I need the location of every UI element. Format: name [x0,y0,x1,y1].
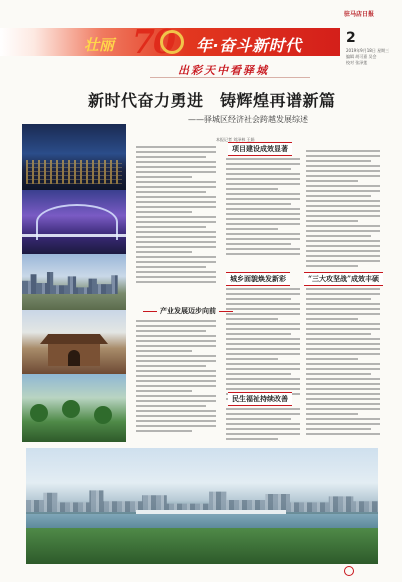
section-heading-industry [140,306,236,316]
section-heading-urban: 城乡面貌焕发新彩 [226,272,290,286]
main-headline: 新时代奋力勇进 铸辉煌再谱新篇 [88,91,336,110]
industry-text [136,320,216,435]
intro-text [136,146,216,286]
park-photo [22,374,126,442]
city-panorama-photo [26,448,378,564]
section-heading-project: 项目建设成效显著 [228,142,292,156]
banner-seventy-number: 70 [132,22,174,61]
byline: 本报记者 刘泽林 王娟 [216,137,255,142]
night-city-photo [22,124,126,190]
urban-text [226,288,300,403]
proofreader-credit: 校对 张泽莲 [346,60,368,65]
heading-rule-right [219,311,233,312]
banner-right-text: 年·奋斗新时代 [196,36,302,55]
paper-name-logo: 驻马店日报 [344,11,375,18]
column-title: 出彩天中看驿城 [178,64,269,77]
livelihood-text [226,408,300,443]
project-text-col2 [306,150,380,270]
section-heading-livelihood: 民生福祉持续改善 [228,392,292,406]
skyline-photo [22,254,126,310]
three-battles-text [306,288,380,438]
banner-left-text: 壮丽 [84,36,115,54]
section-heading-three-battles: “三大攻坚战”成效丰硕 [304,272,383,286]
issue-date: 2019年9月18日 星期三 [346,48,390,53]
heading-rule-left [143,311,157,312]
editor-credit: 编辑 胡可嘉 吴会 [346,54,377,59]
project-text [226,158,300,258]
subheadline: ——驿城区经济社会跨越发展综述 [188,115,308,124]
column-divider [150,77,310,78]
photo-collage [22,124,126,442]
footer-logo-icon [344,566,354,576]
seventy-ring-icon [160,30,184,54]
page-number: 2 [346,30,356,46]
bridge-photo [22,190,126,254]
section-heading-industry-label: 产业发展迈步向前 [160,306,216,315]
ancient-gate-photo [22,310,126,374]
